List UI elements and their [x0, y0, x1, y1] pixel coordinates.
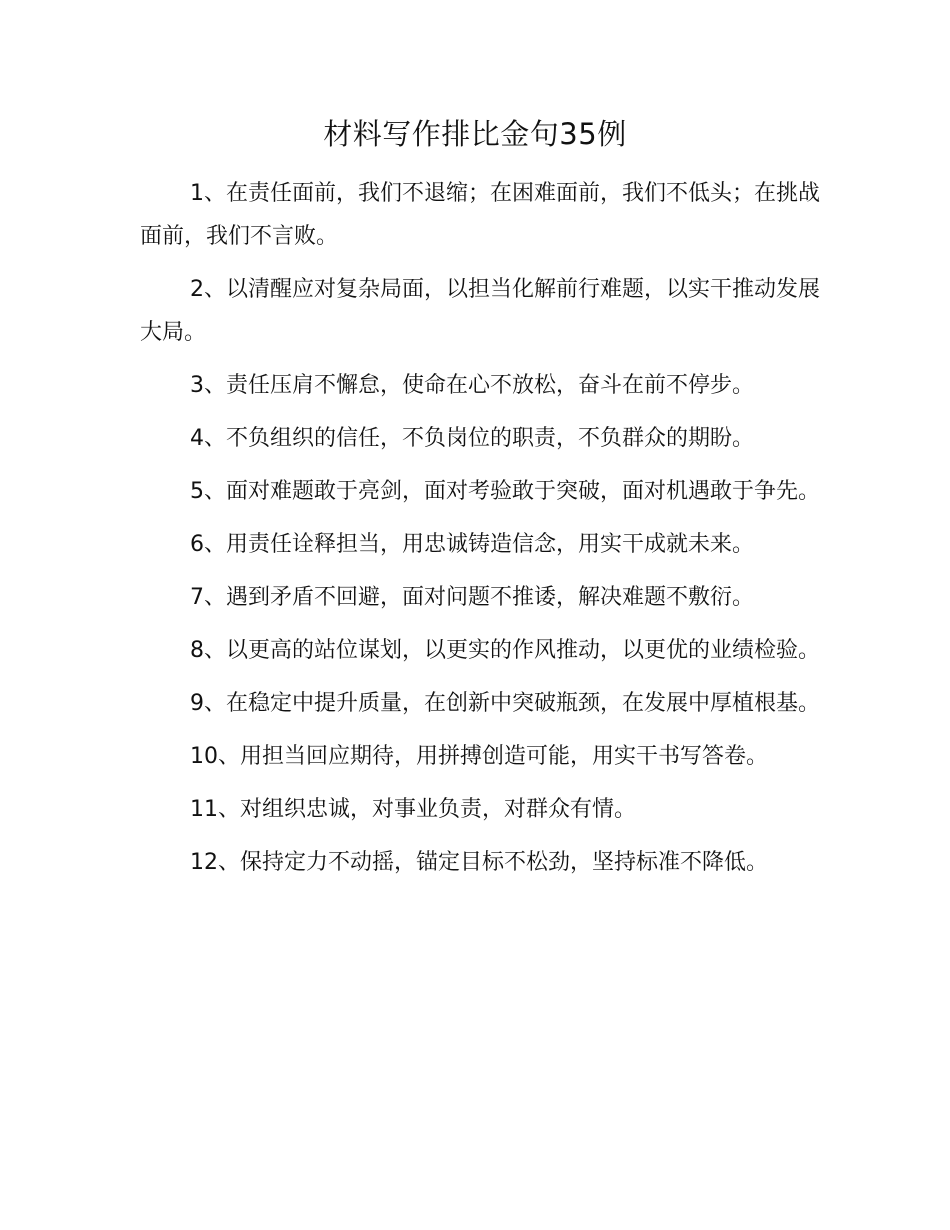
paragraph-11: 11、对组织忠诚，对事业负责，对群众有情。 — [190, 797, 636, 822]
document-body — [140, 172, 835, 894]
paragraph-9: 9、在稳定中提升质量，在创新中突破瓶颈，在发展中厚植根基。 — [190, 691, 820, 716]
paragraph-8: 8、以更高的站位谋划，以更实的作风推动，以更优的业绩检验。 — [190, 638, 820, 663]
paragraph-4: 4、不负组织的信任，不负岗位的职责，不负群众的期盼。 — [190, 426, 754, 451]
paragraph-2: 2、以清醒应对复杂局面，以担当化解前行难题，以实干推动发展大局。 — [140, 277, 820, 345]
paragraph-1: 1、在责任面前，我们不退缩；在困难面前，我们不低头；在挑战面前，我们不言败。 — [140, 181, 820, 249]
paragraph-7: 7、遇到矛盾不回避，面对问题不推诿，解决难题不敷衍。 — [190, 585, 754, 610]
paragraph-6: 6、用责任诠释担当，用忠诚铸造信念，用实干成就未来。 — [190, 532, 754, 557]
document-title: 材料写作排比金句35例 — [323, 117, 627, 151]
paragraph-12: 12、保持定力不动摇，锚定目标不松劲，坚持标准不降低。 — [190, 850, 768, 875]
paragraph-5: 5、面对难题敢于亮剑，面对考验敢于突破，面对机遇敢于争先。 — [190, 479, 820, 504]
paragraph-10: 10、用担当回应期待，用拼搏创造可能，用实干书写答卷。 — [190, 744, 768, 769]
paragraph-3: 3、责任压肩不懈怠，使命在心不放松，奋斗在前不停步。 — [190, 373, 754, 398]
